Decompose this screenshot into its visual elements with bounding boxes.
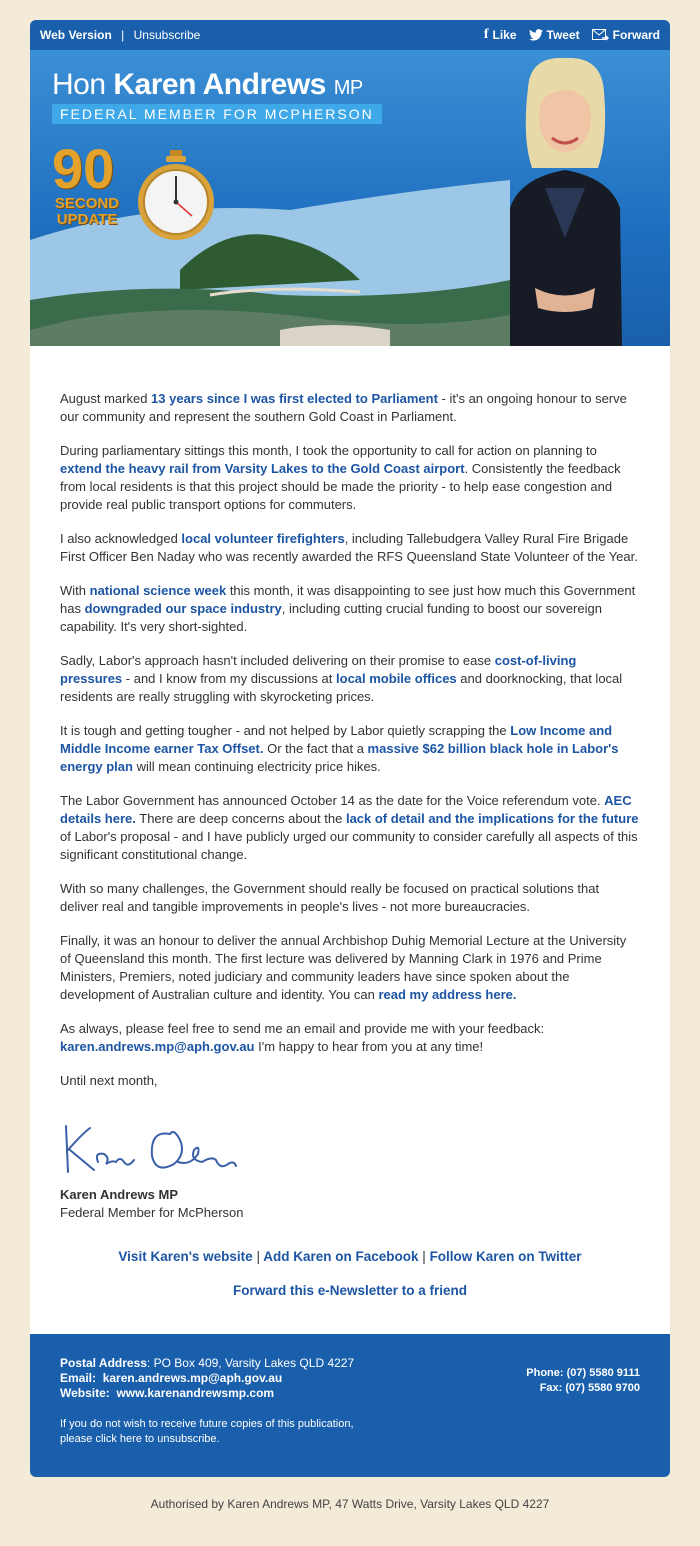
signature-name: Karen Andrews MP <box>60 1187 178 1202</box>
paragraph-anniversary: August marked 13 years since I was first elected to Parliament - it's an ongoing honour to serve our community and represent the southern Gold Coast in Parliament. <box>60 391 627 424</box>
link-facebook[interactable]: Add Karen on Facebook <box>263 1249 419 1264</box>
facebook-icon: f <box>483 27 489 42</box>
fax-number: Fax: (07) 5580 9700 <box>539 1382 640 1394</box>
handwritten-signature <box>60 1116 240 1180</box>
paragraph-science-week: With national science week this month, it was disappointing to see just how much this Government has downgraded our space industry, including cutting crucial funding to boost our sovereign capability. It's very short-sighted. <box>60 583 636 634</box>
link-13-years[interactable]: 13 years since I was first elected to Parliament <box>151 391 438 406</box>
ninety-second-badge <box>52 137 122 228</box>
paragraph-lecture: Finally, it was an honour to deliver the annual Archbishop Duhig Memorial Lecture at the University of Queensland this month. The first lecture was delivered by Manning Clark in 1976 and Prime Ministers, Premiers, noted judiciary and community leaders have since spoken about the development of Australian culture and identity. You can read my address here. <box>60 933 627 1002</box>
envelope-forward-icon <box>592 29 609 41</box>
forward-button[interactable] <box>592 28 660 42</box>
footer-links <box>60 1248 640 1266</box>
tweet-button[interactable] <box>529 28 580 42</box>
footer-website: Website: www.karenandrewsmp.com <box>60 1386 275 1400</box>
unsub-line2[interactable]: please click here to unsubscribe. <box>60 1433 220 1445</box>
unsub-line1: If you do not wish to receive future copies of this publication, <box>60 1418 354 1430</box>
twitter-icon <box>529 29 543 41</box>
paragraph-cost-of-living: Sadly, Labor's approach hasn't included delivering on their promise to ease cost-of-living pressures - and I know from my discussions at local mobile offices and doorknocking, that local residents are really struggling with skyrocketing prices. <box>60 653 623 704</box>
link-tax-offset[interactable]: Low Income and Middle Income earner Tax Offset. <box>60 723 613 756</box>
phone-number: Phone: (07) 5580 9111 <box>526 1367 640 1379</box>
pipe: | <box>422 1249 426 1264</box>
link-website[interactable]: Visit Karen's website <box>118 1249 253 1264</box>
like-button[interactable] <box>484 27 517 43</box>
badge-number: 90 <box>52 137 115 200</box>
title-name: Karen Andrews <box>113 68 326 101</box>
link-email[interactable]: karen.andrews.mp@aph.gov.au <box>60 1039 255 1054</box>
paragraph-feedback: As always, please feel free to send me an email and provide me with your feedback: karen.andrews.mp@aph.gov.au I'm happy to hear from you at any time! <box>60 1021 545 1054</box>
footer-email: Email: karen.andrews.mp@aph.gov.au <box>60 1371 283 1385</box>
stopwatch-icon <box>136 150 216 242</box>
contact-footer <box>30 1334 670 1477</box>
link-twitter[interactable]: Follow Karen on Twitter <box>429 1249 582 1264</box>
link-firefighters[interactable]: local volunteer firefighters <box>181 531 345 546</box>
link-mobile-offices[interactable]: local mobile offices <box>336 671 457 686</box>
paragraph-heavy-rail: During parliamentary sittings this month, I took the opportunity to call for action on planning to extend the heavy rail from Varsity Lakes to the Gold Coast airport. Consistently the feedback from local residents is that this project should be made the priority - to help ease congestion and provide real public transport options for commuters. <box>60 443 621 512</box>
paragraph-tax-offset: It is tough and getting tougher - and not helped by Labor quietly scrapping the Low Income and Middle Income earner Tax Offset. Or the fact that a massive $62 billion black hole in Labor's energy plan will mean continuing electricity price hikes. <box>60 723 619 774</box>
forward-friend-link[interactable]: Forward this e-Newsletter to a friend <box>232 1283 468 1298</box>
postal-address: Postal Address: PO Box 409, Varsity Lakes QLD 4227 <box>60 1356 355 1370</box>
signature-title: Federal Member for McPherson <box>60 1205 244 1220</box>
link-lack-of-detail[interactable]: lack of detail and the implications for the future <box>345 811 639 826</box>
portrait-photo <box>490 58 640 346</box>
authorisation-statement: Authorised by Karen Andrews MP, 47 Watts Drive, Varsity Lakes QLD 4227 <box>150 1497 550 1511</box>
phone-fax <box>526 1366 640 1396</box>
link-energy-plan[interactable]: massive $62 billion black hole in Labor's energy plan <box>60 741 619 774</box>
paragraph-referendum: The Labor Government has announced October 14 as the date for the Voice referendum vote. AEC details here. There are deep concerns about the lack of detail and the implications for the future of Labor's proposal - and I have publicly urged our community to consider carefully all aspects of this significant constitutional change. <box>60 793 639 862</box>
link-read-address[interactable]: read my address here. <box>378 987 517 1002</box>
signature-block <box>60 1116 640 1222</box>
footer-email-link[interactable]: karen.andrews.mp@aph.gov.au <box>102 1371 283 1385</box>
paragraph-firefighters: I also acknowledged local volunteer firefighters, including Tallebudgera Valley Rural Fire Brigade First Officer Ben Naday who was recently awarded the RFS Queensland State Volunteer of the Year. <box>60 531 638 564</box>
forward-label: Forward <box>612 28 660 42</box>
pipe: | <box>256 1249 260 1264</box>
unsubscribe-notice[interactable] <box>60 1417 640 1447</box>
newsletter-card <box>30 20 670 1477</box>
separator: | <box>121 28 125 42</box>
newsletter-body <box>30 346 670 1300</box>
web-version-link[interactable]: Web Version <box>40 28 112 42</box>
closing-line: Until next month, <box>60 1073 158 1088</box>
banner-title <box>52 68 363 102</box>
badge-line1: SECOND <box>54 195 120 212</box>
link-aec-details[interactable]: AEC details here. <box>60 793 632 826</box>
banner-role: FEDERAL MEMBER FOR MCPHERSON <box>52 104 382 124</box>
title-prefix: Hon <box>52 68 106 101</box>
unsubscribe-link[interactable]: Unsubscribe <box>133 28 201 42</box>
link-science-week[interactable]: national science week <box>89 583 227 598</box>
top-bar <box>30 20 670 50</box>
link-space-industry[interactable]: downgraded our space industry <box>84 601 282 616</box>
link-heavy-rail[interactable]: extend the heavy rail from Varsity Lakes to the Gold Coast airport <box>60 461 465 476</box>
badge-line2: UPDATE <box>56 211 118 228</box>
paragraph-challenges: With so many challenges, the Government should really be focused on practical solutions that deliver real and tangible improvements in people's lives - not more bureaucracies. <box>60 881 600 914</box>
tweet-label: Tweet <box>546 28 580 42</box>
link-cost-of-living[interactable]: cost-of-living pressures <box>60 653 577 686</box>
title-suffix: MP <box>333 77 363 99</box>
header-banner <box>30 50 670 346</box>
like-label: Like <box>492 28 517 42</box>
footer-website-link[interactable]: www.karenandrewsmp.com <box>116 1386 275 1400</box>
